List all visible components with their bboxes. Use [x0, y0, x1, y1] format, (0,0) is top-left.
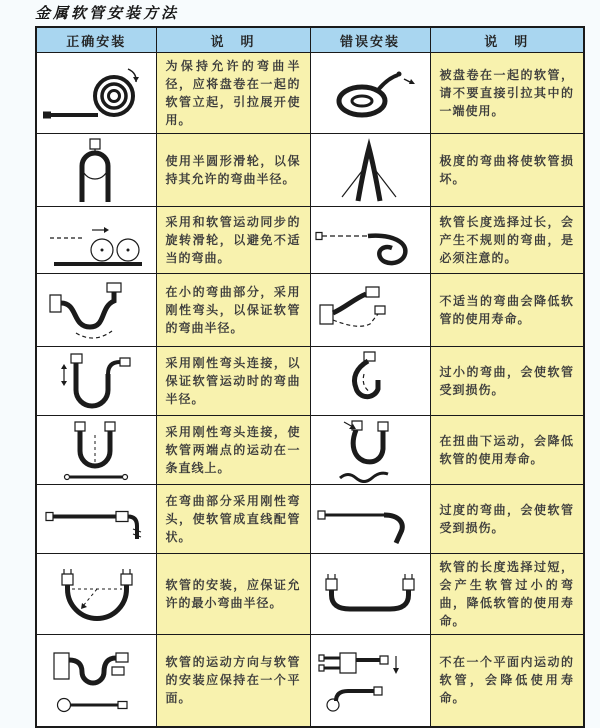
twisted-u-motion-diagram: [312, 417, 428, 483]
table-row: [36, 134, 584, 207]
minimum-bend-radius-u-diagram: [38, 562, 154, 626]
table-row: [36, 635, 584, 727]
correct-desc: 采用刚性弯头连接，使软管两端点的运动在一条直线上。: [156, 416, 310, 485]
wrong-desc: 极度的弯曲将使软管损坏。: [430, 134, 584, 207]
u-shape-inline-motion-diagram: [38, 417, 154, 483]
wrong-desc: 不适当的弯曲会降低软管的使用寿命。: [430, 274, 584, 347]
table-row: [36, 274, 584, 347]
table-row: [36, 53, 584, 134]
correct-desc: 使用半圆形滑轮，以保持其允许的弯曲半径。: [156, 134, 310, 207]
installation-table: [35, 26, 585, 728]
wrong-diagram-cell: [310, 485, 430, 554]
correct-desc: 软管的安装，应保证允许的最小弯曲半径。: [156, 554, 310, 635]
coiled-hose-direct-pull-diagram: [312, 58, 428, 128]
correct-diagram-cell: [36, 485, 156, 554]
too-short-hose-flat-bend-diagram: [312, 562, 428, 626]
table-row: [36, 347, 584, 416]
wrong-diagram-cell: [310, 274, 430, 347]
header-wrong-installation: 错误安装: [310, 27, 430, 53]
correct-diagram-cell: [36, 274, 156, 347]
correct-desc: 采用刚性弯头连接，以保证软管运动时的弯曲半径。: [156, 347, 310, 416]
correct-desc: 在弯曲部分采用刚性弯头，使软管成直线配管状。: [156, 485, 310, 554]
wrong-diagram-cell: [310, 207, 430, 274]
improper-bend-fittings-diagram: [312, 275, 428, 345]
header-correct-installation: 正确安装: [36, 27, 156, 53]
semicircular-pulley-diagram: [38, 135, 154, 205]
correct-desc: 软管的运动方向与软管的安装应保持在一个平面。: [156, 635, 310, 727]
too-small-bend-hook-diagram: [312, 348, 428, 414]
table-row: [36, 485, 584, 554]
wrong-desc: 在扭曲下运动，会降低软管的使用寿命。: [430, 416, 584, 485]
header-row: [36, 27, 584, 53]
coiled-hose-upright-pullout-diagram: [38, 58, 154, 128]
wrong-diagram-cell: [310, 554, 430, 635]
different-plane-motion-diagram: [312, 641, 428, 719]
same-plane-motion-trap-diagram: [38, 641, 154, 719]
correct-diagram-cell: [36, 207, 156, 274]
correct-desc: 采用和软管运动同步的旋转滑轮，以避免不适当的弯曲。: [156, 207, 310, 274]
wrong-desc: 软管长度选择过长，会产生不规则的弯曲，是必须注意的。: [430, 207, 584, 274]
wrong-diagram-cell: [310, 635, 430, 727]
correct-diagram-cell: [36, 554, 156, 635]
correct-desc: 在小的弯曲部分，采用刚性弯头，以保证软管的弯曲半径。: [156, 274, 310, 347]
table-row: [36, 554, 584, 635]
wrong-desc: 过度的弯曲，会使软管受到损伤。: [430, 485, 584, 554]
wrong-diagram-cell: [310, 416, 430, 485]
synchronized-rotating-pulleys-diagram: [38, 208, 154, 272]
excessive-bend-diagram: [312, 486, 428, 552]
wrong-diagram-cell: [310, 347, 430, 416]
table-row: [36, 207, 584, 274]
wrong-diagram-cell: [310, 134, 430, 207]
extreme-sharp-bend-diagram: [312, 135, 428, 205]
wrong-desc: 软管的长度选择过短，会产生软管过小的弯曲，降低软管的使用寿命。: [430, 554, 584, 635]
header-explanation-left: 说 明: [156, 27, 310, 53]
correct-diagram-cell: [36, 53, 156, 134]
correct-diagram-cell: [36, 347, 156, 416]
rigid-elbow-small-bend-diagram: [38, 275, 154, 345]
header-explanation-right: 说 明: [430, 27, 584, 53]
wrong-desc: 被盘卷在一起的软管，请不要直接引拉其中的一端使用。: [430, 53, 584, 134]
rigid-elbow-u-loop-diagram: [38, 348, 154, 414]
overlong-hose-irregular-bend-diagram: [312, 208, 428, 272]
wrong-diagram-cell: [310, 53, 430, 134]
wrong-desc: 过小的弯曲，会使软管受到损伤。: [430, 347, 584, 416]
correct-desc: 为保持允许的弯曲半径，应将盘卷在一起的软管立起，引拉展开使用。: [156, 53, 310, 134]
correct-diagram-cell: [36, 416, 156, 485]
table-row: [36, 416, 584, 485]
correct-diagram-cell: [36, 134, 156, 207]
wrong-desc: 不在一个平面内运动的软管，会降低使用寿命。: [430, 635, 584, 727]
page-title: 金属软管安装方法: [35, 4, 180, 22]
correct-diagram-cell: [36, 635, 156, 727]
straight-piping-elbow-diagram: [38, 486, 154, 552]
